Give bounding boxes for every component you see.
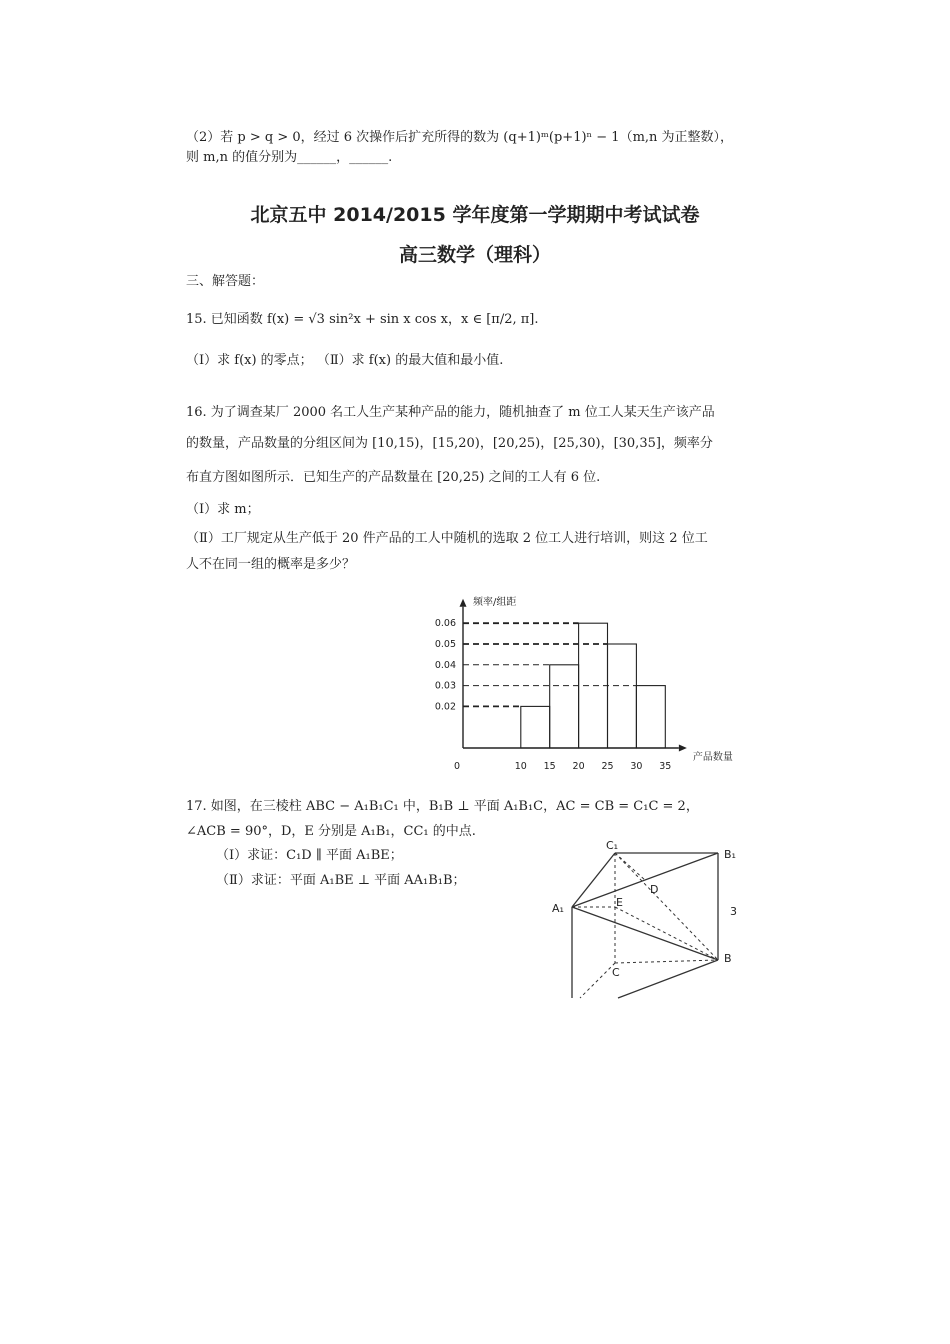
- y-tick-label: 0.03: [434, 680, 456, 692]
- exam-subtitle: 高三数学（理科）: [398, 244, 551, 266]
- edge-c-b: [615, 960, 718, 963]
- histogram-bar: [521, 706, 550, 748]
- q15-parts: （Ⅰ）求 f(x) 的零点； （Ⅱ）求 f(x) 的最大值和最小值.: [186, 353, 504, 368]
- prev-problem-line2: 则 m,n 的值分别为______，______.: [186, 150, 393, 165]
- segment-c1-b: [615, 853, 718, 960]
- x-tick-label: 15: [543, 761, 556, 772]
- q17-part2: （Ⅱ）求证：平面 A₁BE ⊥ 平面 AA₁B₁B；: [216, 873, 466, 888]
- y-tick-label: 0.02: [434, 701, 456, 713]
- q16-part2-line1: （Ⅱ）工厂规定从生产低于 20 件产品的工人中随机的选取 2 位工人进行培训，则这 2 位工: [186, 531, 708, 546]
- q15-stem: 15. 已知函数 f(x) = √3 sin²x + sin x cos x，x ∈ [π/2, π].: [186, 312, 539, 327]
- label-a1: A₁: [552, 902, 564, 915]
- x-tick-label: 10: [514, 761, 527, 772]
- y-axis-arrow: [460, 599, 467, 607]
- x-tick-label: 20: [572, 761, 585, 772]
- prism-figure: [540, 835, 750, 1000]
- label-e: E: [616, 896, 623, 909]
- q16-line1: 16. 为了调查某厂 2000 名工人生产某种产品的能力，随机抽查了 m 位工人某天生产该产品: [186, 405, 715, 420]
- edge-b-a: [618, 960, 718, 998]
- label-c1: C₁: [606, 839, 619, 852]
- x-tick-label: 25: [601, 761, 614, 772]
- q16-part2-line2: 人不在同一组的概率是多少？: [186, 557, 356, 572]
- label-d: D: [650, 883, 659, 896]
- q17-part1: （Ⅰ）求证：C₁D ∥ 平面 A₁BE；: [216, 848, 403, 863]
- label-b1: B₁: [724, 848, 736, 861]
- label-c: C: [612, 966, 620, 979]
- y-tick-label: 0.05: [434, 639, 456, 650]
- section-label: 三、解答题：: [186, 274, 265, 289]
- q17-line1: 17. 如图，在三棱柱 ABC − A₁B₁C₁ 中，B₁B ⊥ 平面 A₁B₁C，AC = CB = C₁C = 2，: [186, 799, 699, 814]
- histogram-bar: [636, 686, 665, 748]
- x-tick-label: 35: [659, 761, 672, 772]
- x-axis-label: 产品数量: [692, 752, 733, 763]
- q16-line2: 的数量，产品数量的分组区间为 [10,15)，[15,20)，[20,25)，[25,30)，[30,35]，频率分: [186, 436, 713, 451]
- y-axis-label: 频率/组距: [473, 596, 517, 608]
- q17-line2: ∠ACB = 90°，D，E 分别是 A₁B₁，CC₁ 的中点.: [186, 824, 476, 839]
- q16-part1: （Ⅰ）求 m；: [186, 502, 260, 517]
- y-tick-label: 0.04: [434, 659, 456, 671]
- q16-line3: 布直方图如图所示．已知生产的产品数量在 [20,25) 之间的工人有 6 位.: [186, 470, 601, 485]
- edge-c-a: [580, 963, 615, 998]
- exam-title: 北京五中 2014/2015 学年度第一学期期中考试试卷: [250, 204, 700, 226]
- segment-e-b: [615, 907, 718, 960]
- label-side-length: 3: [730, 905, 737, 918]
- label-b: B: [724, 952, 732, 965]
- histogram-bar: [608, 644, 637, 748]
- histogram-bar: [550, 665, 579, 748]
- y-tick-label: 0.06: [434, 618, 456, 630]
- x-tick-label: 30: [630, 761, 643, 772]
- prev-problem-line1: （2）若 p > q > 0，经过 6 次操作后扩充所得的数为 (q+1)ᵐ(p+1)ⁿ − 1（m,n 为正整数），: [186, 130, 734, 145]
- frequency-histogram: [420, 560, 780, 780]
- edge-a1-b: [572, 907, 718, 960]
- origin-label: 0: [453, 761, 461, 772]
- x-axis-arrow: [679, 745, 687, 752]
